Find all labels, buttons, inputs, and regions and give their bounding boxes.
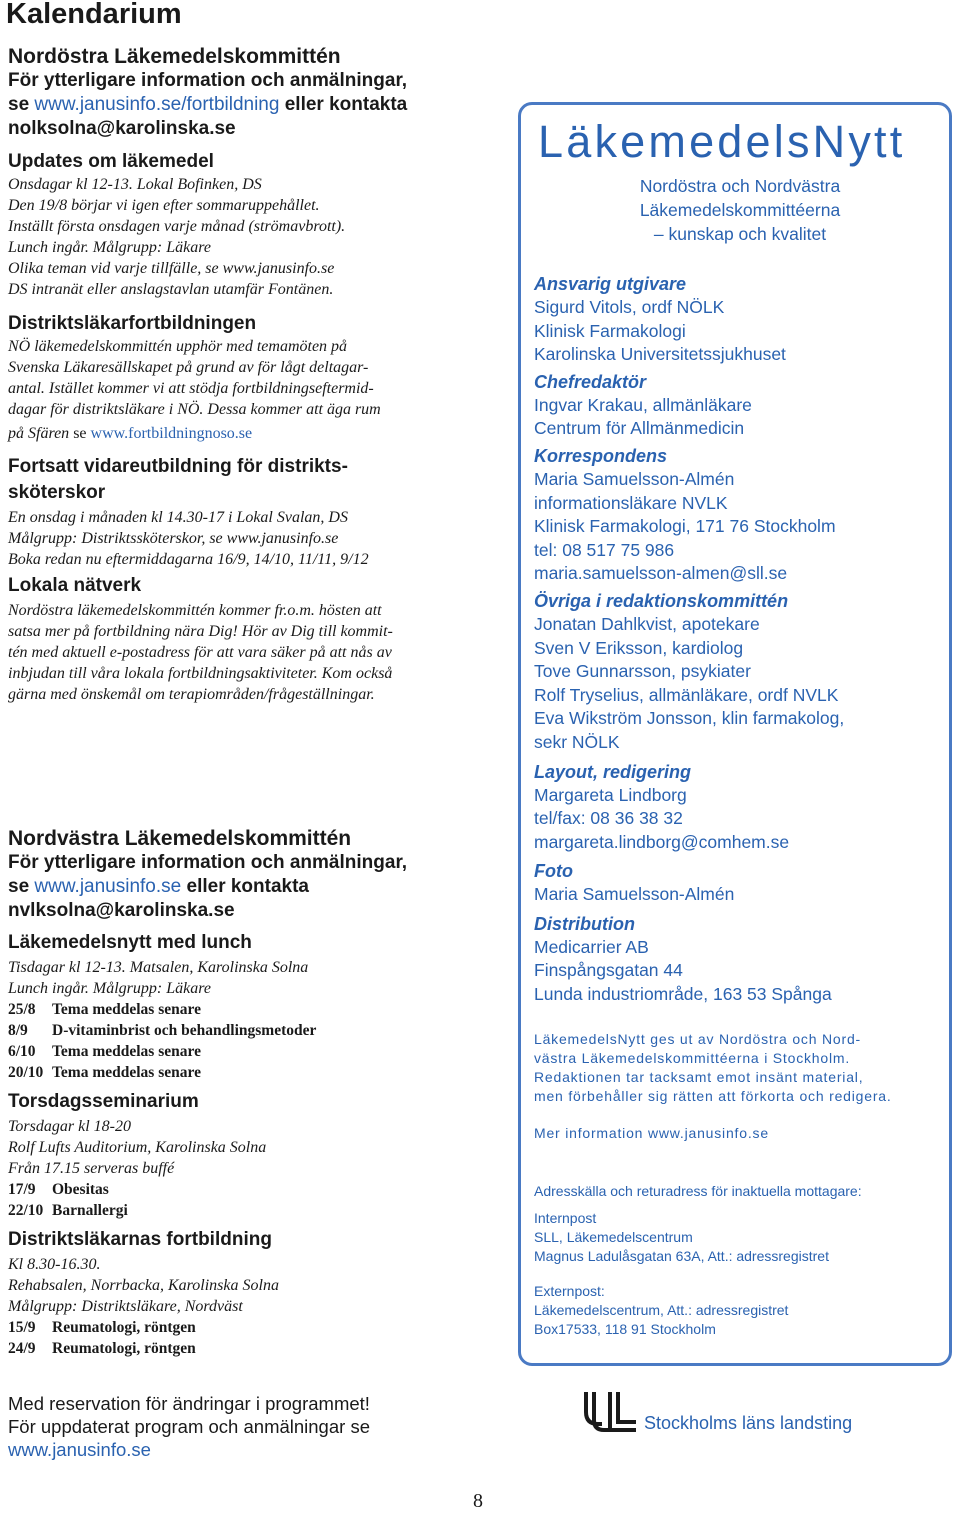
- masthead-heading: Chefredaktör: [534, 371, 647, 392]
- torsdag-line: Från 17.15 serveras buffé: [8, 1160, 175, 1177]
- masthead-email[interactable]: margareta.lindborg@comhem.se: [534, 831, 790, 852]
- fortsatt-line: En onsdag i månaden kl 14.30-17 i Lokal Svalan, DS: [8, 509, 348, 526]
- program-text: Tema meddelas senare: [52, 1001, 201, 1018]
- masthead-line: Jonatan Dahlkvist, apotekare: [534, 613, 760, 634]
- fortsatt-heading-l1: Fortsatt vidareutbildning för distrikts-: [8, 456, 348, 477]
- torsdag-line: Rolf Lufts Auditorium, Karolinska Solna: [8, 1139, 267, 1156]
- masthead-line: Medicarrier AB: [534, 936, 649, 957]
- torsdag-line: Torsdagar kl 18-20: [8, 1118, 131, 1135]
- masthead-heading: Distribution: [534, 913, 635, 934]
- program-text: Obesitas: [52, 1181, 109, 1198]
- ono-se: se: [8, 94, 35, 115]
- about-text: [534, 1030, 944, 1106]
- nv-link[interactable]: www.janusinfo.se: [34, 876, 182, 897]
- lokala-line: inbjudan till våra lokala fortbildningsaktiviteter. Kom också: [8, 665, 393, 682]
- address-source: [534, 1182, 944, 1339]
- about-line: men förbehåller sig rätten att förkorta och redigera.: [534, 1088, 892, 1104]
- masthead-line: Klinisk Farmakologi: [534, 320, 686, 341]
- updates-line: DS intranät eller anslagstavlan utamfär Fontänen.: [8, 281, 334, 298]
- page-number: 8: [473, 1490, 483, 1512]
- distriktslakarnas-heading: Distriktsläkarnas fortbildning: [8, 1229, 272, 1250]
- fortsatt-heading-l2: sköterskor: [8, 482, 106, 503]
- distriktslakarfort-line: antal. Istället kommer vi att stödja fortbildningseftermid-: [8, 380, 374, 397]
- program-text: Tema meddelas senare: [52, 1043, 201, 1060]
- torsdag-section: [8, 1090, 498, 1221]
- masthead-line: Centrum för Allmänmedicin: [534, 418, 745, 439]
- ono-info-line: För ytterligare information och anmälningar,: [8, 70, 408, 91]
- updates-line: Inställt första onsdagen varje månad (strömavbrott).: [8, 218, 346, 235]
- nv-info-line: För ytterligare information och anmälningar,: [8, 852, 408, 873]
- page-title: Kalendarium: [6, 0, 182, 30]
- lakemedelsnytt-title: LäkemedelsNytt: [538, 116, 906, 167]
- footer-line: För uppdaterat program och anmälningar se: [8, 1416, 370, 1437]
- distriktslakarfort-heading: Distriktsläkarfortbildningen: [8, 313, 257, 334]
- sfaren-text: på Sfären: [8, 425, 70, 442]
- program-date: 24/9: [8, 1340, 36, 1357]
- masthead-line: Finspångsgatan 44: [534, 960, 683, 981]
- masthead-heading: Layout, redigering: [534, 761, 692, 782]
- distriktslakarfort-section: [8, 312, 498, 444]
- subtitle-line: Läkemedelskommittéerna: [639, 200, 841, 220]
- distriktslakarfort-line: NÖ läkemedelskommittén upphör med temamöten på: [8, 338, 348, 355]
- program-item: [8, 1041, 498, 1062]
- lokala-line: Nordöstra läkemedelskommittén kommer fr.o.m. hösten att: [8, 602, 382, 619]
- torsdag-heading: Torsdagsseminarium: [8, 1091, 199, 1112]
- lokala-line: tén med aktuell e-postadress för att vara säker på att nås av: [8, 644, 392, 661]
- se-text: se: [69, 425, 91, 442]
- ono-section: [8, 44, 498, 141]
- about-line: Redaktionen tar tacksamt emot insänt material,: [534, 1069, 864, 1085]
- lunch-heading: Läkemedelsnytt med lunch: [8, 932, 252, 953]
- updates-heading: Updates om läkemedel: [8, 151, 214, 172]
- masthead-line: Margareta Lindborg: [534, 784, 687, 805]
- masthead-heading: Korrespondens: [534, 445, 668, 466]
- masthead-line: Lunda industriområde, 163 53 Spånga: [534, 984, 832, 1005]
- distriktslakarnas-line: Rehabsalen, Norrbacka, Karolinska Solna: [8, 1277, 279, 1294]
- nv-section: [8, 826, 498, 923]
- nv-email[interactable]: nvlksolna@karolinska.se: [8, 900, 235, 921]
- footer-note: [8, 1392, 370, 1461]
- masthead-line: Maria Samuelsson-Almén: [534, 468, 735, 489]
- masthead-line: Tove Gunnarsson, psykiater: [534, 661, 751, 682]
- internpost-line: SLL, Läkemedelscentrum: [534, 1229, 693, 1245]
- program-text: Barnallergi: [52, 1202, 128, 1219]
- lokala-line: gärna med önskemål om terapiområden/frågeställningar.: [8, 686, 375, 703]
- address-heading: Adresskälla och returadress för inaktuella mottagare:: [534, 1183, 862, 1199]
- program-text: Reumatologi, röntgen: [52, 1319, 196, 1336]
- fortbildningnoso-link[interactable]: www.fortbildningnoso.se: [90, 425, 253, 442]
- nv-heading: Nordvästra Läkemedelskommittén: [8, 827, 352, 850]
- lakemedelsnytt-subtitle: [560, 174, 920, 246]
- masthead-line: informationsläkare NVLK: [534, 492, 728, 513]
- masthead-line: Eva Wikström Jonsson, klin farmakolog,: [534, 708, 845, 729]
- masthead-line: Ingvar Krakau, allmänläkare: [534, 394, 752, 415]
- ono-eller: eller kontakta: [279, 94, 408, 115]
- distriktslakarfort-last-line: [8, 423, 498, 444]
- distriktslakarfort-line: Svenska Läkaresällskapet på grund av för lågt deltagar-: [8, 359, 369, 376]
- program-item: [8, 1317, 498, 1338]
- program-date: 17/9: [8, 1181, 36, 1198]
- sll-logo-icon: [582, 1390, 638, 1437]
- updates-section: [8, 150, 498, 300]
- externpost-line: Box17533, 118 91 Stockholm: [534, 1321, 716, 1337]
- footer-link[interactable]: www.janusinfo.se: [8, 1439, 151, 1460]
- masthead-line: Sven V Eriksson, kardiolog: [534, 637, 744, 658]
- ono-heading: Nordöstra Läkemedelskommittén: [8, 45, 341, 68]
- program-item: [8, 999, 498, 1020]
- updates-line: Lunch ingår. Målgrupp: Läkare: [8, 239, 211, 256]
- lunch-line: Tisdagar kl 12-13. Matsalen, Karolinska Solna: [8, 959, 309, 976]
- masthead-heading: Övriga i redaktionskommittén: [534, 590, 789, 611]
- about-line: LäkemedelsNytt ges ut av Nordöstra och Nord-: [534, 1031, 861, 1047]
- nv-contact-line: [8, 875, 498, 899]
- lokala-heading: Lokala nätverk: [8, 575, 142, 596]
- masthead-line: Maria Samuelsson-Almén: [534, 884, 735, 905]
- masthead-heading: Ansvarig utgivare: [534, 274, 687, 294]
- updates-line: Olika teman vid varje tillfälle, se www.janusinfo.se: [8, 260, 335, 277]
- program-date: 25/8: [8, 1001, 36, 1018]
- sll-name: Stockholms läns landsting: [644, 1413, 853, 1433]
- more-info: [534, 1124, 944, 1143]
- masthead-line: Karolinska Universitetssjukhuset: [534, 344, 786, 365]
- program-date: 20/10: [8, 1064, 44, 1081]
- program-text: D-vitaminbrist och behandlingsmetoder: [52, 1022, 317, 1039]
- more-info-line[interactable]: Mer information www.janusinfo.se: [534, 1125, 769, 1141]
- lokala-line: satsa mer på fortbildning nära Dig! Hör av Dig till kommit-: [8, 623, 393, 640]
- fortsatt-section: [8, 455, 498, 570]
- program-text: Tema meddelas senare: [52, 1064, 201, 1081]
- externpost-line: Läkemedelscentrum, Att.: adressregistret: [534, 1302, 789, 1318]
- subtitle-line: – kunskap och kvalitet: [653, 224, 827, 244]
- fortsatt-line: Boka redan nu eftermiddagarna 16/9, 14/10, 11/11, 9/12: [8, 551, 369, 568]
- ono-contact-line: [8, 93, 498, 117]
- masthead-line: Rolf Tryselius, allmänläkare, ordf NVLK: [534, 684, 839, 705]
- distriktslakarnas-line: Kl 8.30-16.30.: [8, 1256, 101, 1273]
- program-date: 6/10: [8, 1043, 36, 1060]
- program-item: [8, 1020, 498, 1041]
- program-item: [8, 1179, 498, 1200]
- internpost-line: Internpost: [534, 1210, 597, 1226]
- program-date: 15/9: [8, 1319, 36, 1336]
- program-date: 8/9: [8, 1022, 28, 1039]
- masthead: [534, 272, 944, 1007]
- about-line: västra Läkemedelskommittéerna i Stockholm.: [534, 1050, 851, 1066]
- nv-se: se: [8, 876, 35, 897]
- masthead-line: tel/fax: 08 36 38 32: [534, 808, 683, 829]
- updates-line: Onsdagar kl 12-13. Lokal Bofinken, DS: [8, 176, 262, 193]
- lunch-line: Lunch ingår. Målgrupp: Läkare: [8, 980, 211, 997]
- lokala-section: [8, 574, 498, 705]
- updates-line: Den 19/8 börjar vi igen efter sommaruppehållet.: [8, 197, 320, 214]
- fortsatt-line: Målgrupp: Distriktssköterskor, se www.janusinfo.se: [8, 530, 339, 547]
- masthead-line: sekr NÖLK: [534, 731, 620, 752]
- internpost-line: Magnus Ladulåsgatan 63A, Att.: adressregistret: [534, 1248, 829, 1264]
- program-item: [8, 1062, 498, 1083]
- program-item: [8, 1338, 498, 1359]
- masthead-heading: Foto: [534, 861, 573, 882]
- masthead-line: Sigurd Vitols, ordf NÖLK: [534, 297, 725, 317]
- ono-link[interactable]: www.janusinfo.se/fortbildning: [34, 94, 280, 115]
- program-text: Reumatologi, röntgen: [52, 1340, 196, 1357]
- masthead-email[interactable]: maria.samuelsson-almen@sll.se: [534, 563, 788, 584]
- distriktslakarnas-line: Målgrupp: Distriktsläkare, Nordväst: [8, 1298, 243, 1315]
- distriktslakarfort-line: dagar för distriktsläkare i NÖ. Dessa kommer att äga rum: [8, 401, 381, 418]
- subtitle-line: Nordöstra och Nordvästra: [639, 176, 841, 196]
- footer-line: Med reservation för ändringar i programmet!: [8, 1393, 370, 1414]
- distriktslakarnas-section: [8, 1228, 498, 1359]
- nv-eller: eller kontakta: [181, 876, 309, 897]
- ono-email[interactable]: nolksolna@karolinska.se: [8, 118, 236, 139]
- program-date: 22/10: [8, 1202, 44, 1219]
- masthead-line: Klinisk Farmakologi, 171 76 Stockholm: [534, 516, 836, 537]
- externpost-line: Externpost:: [534, 1283, 605, 1299]
- program-item: [8, 1200, 498, 1221]
- lunch-section: [8, 931, 498, 1083]
- masthead-line: tel: 08 517 75 986: [534, 539, 675, 560]
